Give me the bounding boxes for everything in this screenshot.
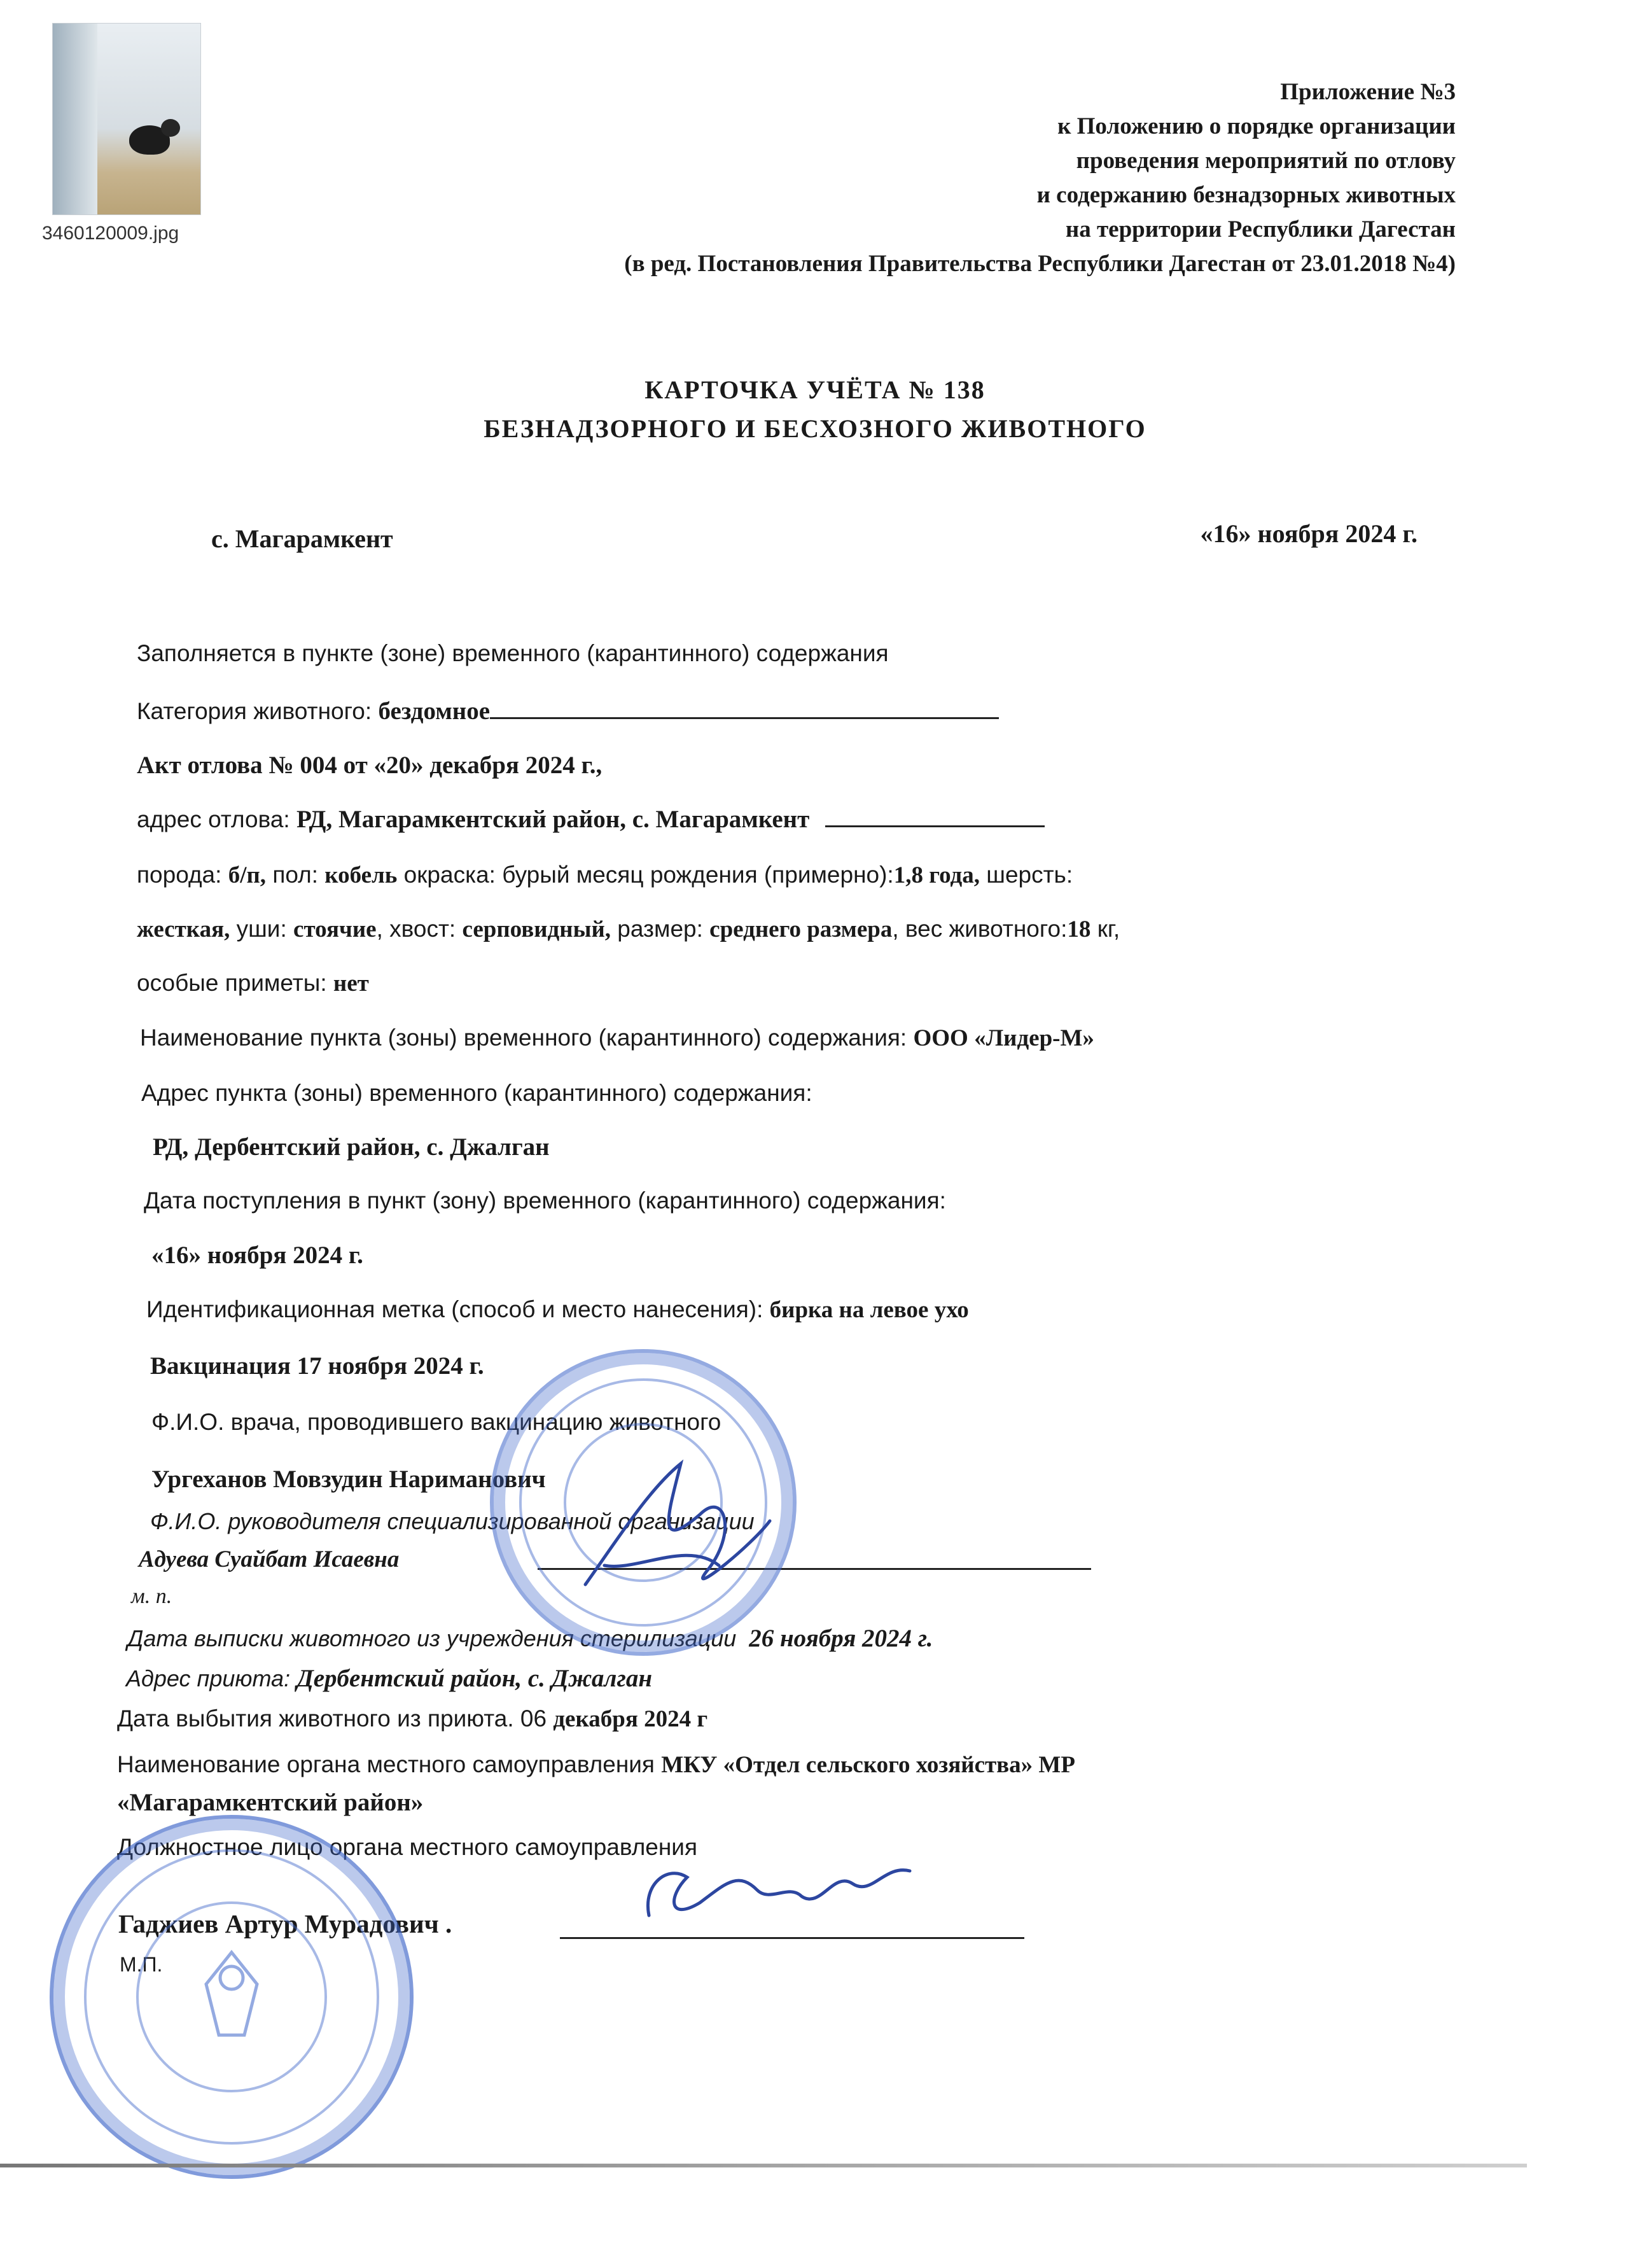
marks-line [137, 967, 369, 1000]
catch-address-line [137, 804, 1045, 836]
vaccination: Вакцинация 17 ноября 2024 г. [150, 1352, 484, 1380]
category-label: Категория животного: [137, 698, 379, 724]
breed-label: порода: [137, 862, 228, 888]
id-mark-label: Идентификационная метка (способ и место нанесения): [146, 1296, 770, 1322]
facility-line [140, 1022, 1094, 1054]
leave-label: Дата выбытия животного из приюта. 06 [117, 1705, 554, 1732]
facility-address-label: Адрес пункта (зоны) временного (карантинного) содержания: [141, 1080, 812, 1106]
catch-address-label: адрес отлова: [137, 806, 296, 832]
marks-label: особые приметы: [137, 970, 333, 996]
size-label: размер: [611, 916, 710, 942]
shelter-value: Дербентский район, с. Джалган [296, 1665, 652, 1692]
head-name: Адуева Суайбат Исаевна [139, 1546, 400, 1572]
id-mark-line [146, 1294, 969, 1326]
color-label: окраска: бурый месяц рождения (примерно): [397, 862, 894, 888]
category-value: бездомное [378, 697, 491, 725]
head-label: Ф.И.О. руководителя специализированной организации [150, 1508, 755, 1534]
features-line [137, 913, 1120, 946]
gov-value-1: МКУ «Отдел сельского хозяйства» МР [661, 1752, 1075, 1778]
official-label: Должностное лицо органа местного самоуправления [117, 1834, 697, 1860]
discharge-label: Дата выписки животного из учреждения стерилизации [127, 1625, 737, 1651]
leave-line [117, 1703, 707, 1735]
header-line-3: проведения мероприятий по отлову [1076, 148, 1456, 174]
tail-label: , хвост: [376, 916, 463, 942]
ears-value: стоячие [293, 916, 377, 942]
ears-label: уши: [230, 916, 294, 942]
gov-line [117, 1749, 1075, 1781]
gov-label: Наименование органа местного самоуправления [117, 1751, 662, 1777]
date: «16» ноября 2024 г. [1200, 519, 1418, 548]
category-line [137, 696, 999, 727]
discharge-value: 26 ноября 2024 г. [749, 1625, 933, 1652]
gov-value-2: «Магарамкентский район» [117, 1789, 424, 1816]
shelter-label: Адрес приюта: [126, 1665, 297, 1691]
header-line-4: и содержанию безнадзорных животных [1036, 182, 1456, 208]
municipal-stamp [50, 1815, 414, 2179]
photo-filename: 3460120009.jpg [42, 223, 179, 244]
address-underline [825, 804, 1045, 827]
facility-value: ООО «Лидер-М» [913, 1025, 1094, 1051]
breed-line [137, 859, 1073, 892]
place: с. Магарамкент [211, 524, 393, 553]
official-signature [630, 1845, 929, 1941]
header-line-6: (в ред. Постановления Правительства Республики Дагестан от 23.01.2018 №4) [624, 251, 1456, 277]
card-subtitle: БЕЗНАДЗОРНОГО И БЕСХОЗНОГО ЖИВОТНОГО [484, 414, 1146, 443]
catch-address-value: РД, Магарамкентский район, с. Магарамкент [296, 806, 810, 833]
head-signature [560, 1445, 789, 1610]
category-underline [490, 696, 999, 719]
tail-value: серповидный, [462, 916, 611, 942]
mp-2: М.П. [120, 1953, 163, 1976]
breed-value: б/п, [228, 862, 267, 888]
header-line-2: к Положению о порядке организации [1057, 113, 1456, 139]
photo-animal-head [161, 119, 180, 137]
catch-act: Акт отлова № 004 от «20» декабря 2024 г., [137, 752, 603, 779]
animal-photo [52, 23, 201, 215]
vet-label: Ф.И.О. врача, проводившего вакцинацию животного [151, 1409, 721, 1435]
arrival-value: «16» ноября 2024 г. [151, 1242, 363, 1269]
weight-value: 18 [1067, 916, 1091, 942]
sex-value: кобель [324, 862, 398, 888]
coat-of-arms-icon [181, 1940, 282, 2054]
header-line-1: Приложение №3 [1280, 79, 1456, 105]
scan-edge [0, 2164, 1527, 2167]
fill-note: Заполняется в пункте (зоне) временного (карантинного) содержания [137, 640, 889, 666]
arrival-label: Дата поступления в пункт (зону) временного (карантинного) содержания: [144, 1187, 946, 1214]
discharge-line [127, 1623, 933, 1655]
card-title: КАРТОЧКА УЧЁТА № 138 [644, 375, 986, 404]
mp-1: м. п. [131, 1585, 172, 1608]
sex-label: пол: [266, 862, 325, 888]
leave-value: декабря 2024 г [553, 1706, 708, 1732]
facility-address-value: РД, Дербентский район, с. Джалган [153, 1133, 550, 1161]
official-name: Гаджиев Артур Мурадович . [118, 1909, 452, 1938]
header-line-5: на территории Республики Дагестан [1065, 216, 1456, 242]
id-mark-value: бирка на левое ухо [769, 1297, 969, 1323]
fur-value: жесткая, [137, 916, 230, 942]
size-value: среднего размера [709, 916, 893, 942]
age-value: 1,8 года, [893, 862, 980, 888]
facility-label: Наименование пункта (зоны) временного (карантинного) содержания: [140, 1025, 914, 1051]
weight-unit: кг, [1090, 916, 1120, 942]
weight-label: , вес животного: [892, 916, 1068, 942]
marks-value: нет [333, 970, 369, 997]
photo-wall [53, 24, 97, 214]
fur-label: шерсть: [979, 862, 1073, 888]
shelter-line [126, 1663, 652, 1695]
vet-name: Ургеханов Мовзудин Нариманович [151, 1466, 546, 1493]
